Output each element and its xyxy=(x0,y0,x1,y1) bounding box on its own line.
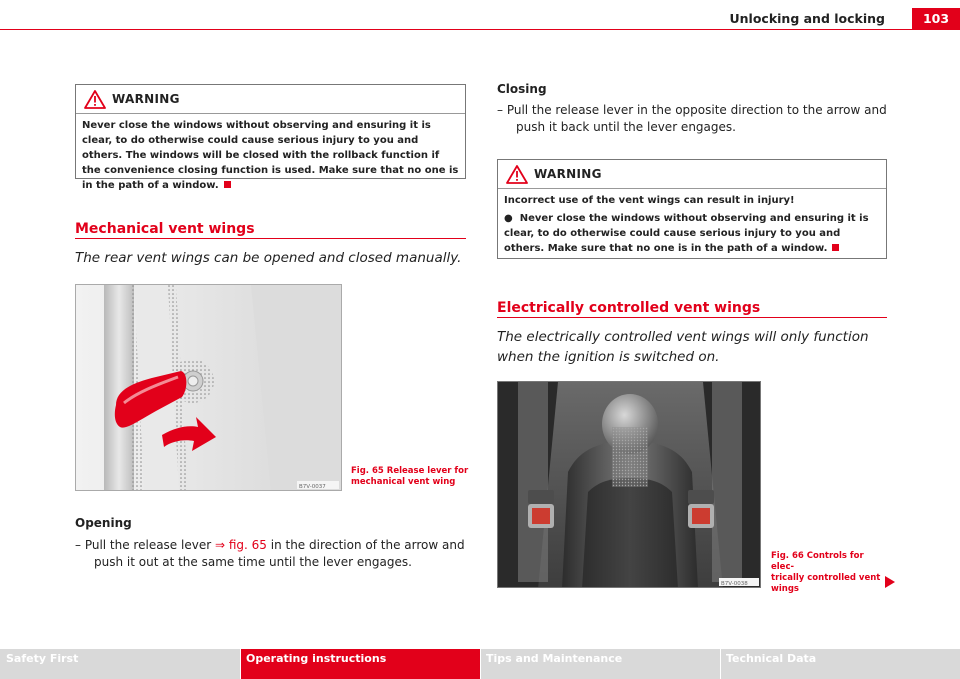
section-intro: The rear vent wings can be opened and closed manually. xyxy=(75,250,462,266)
warning-box-1 xyxy=(75,84,466,191)
section-rule xyxy=(75,238,466,239)
warning-header xyxy=(76,85,465,114)
closing-heading: Closing xyxy=(497,82,547,96)
footer-tab-safety-first[interactable]: Safety First xyxy=(0,649,240,679)
warning-label: WARNING xyxy=(112,92,180,106)
bullet-icon: ● xyxy=(504,213,520,224)
release-lever-illustration xyxy=(76,285,342,491)
figure-code: B7V-0038 xyxy=(721,581,748,587)
chapter-title: Unlocking and locking xyxy=(729,11,885,26)
warning-intro: Incorrect use of the vent wings can result in injury! xyxy=(504,195,795,206)
section-title-electrical: Electrically controlled vent wings xyxy=(497,300,761,316)
section-title-mechanical: Mechanical vent wings xyxy=(75,221,255,237)
figure-vent-controls xyxy=(497,381,761,588)
page-number: 103 xyxy=(912,8,960,30)
warning-box-2 xyxy=(497,159,887,259)
center-console-illustration xyxy=(498,382,761,588)
warning-triangle-icon xyxy=(84,90,106,109)
footer-separator xyxy=(480,649,481,679)
opening-heading: Opening xyxy=(75,516,132,530)
warning-header xyxy=(498,160,886,189)
figure-caption-66: Fig. 66 Controls for elec- trically controlled vent wings xyxy=(771,551,881,594)
warning-label: WARNING xyxy=(534,167,602,181)
end-mark-icon xyxy=(224,181,231,188)
section-intro: The electrically controlled vent wings will only function when the ignition is switched on. xyxy=(497,329,869,365)
footer-tab-tips-maintenance[interactable]: Tips and Maintenance xyxy=(480,649,720,679)
footer-separator xyxy=(720,649,721,679)
section-rule xyxy=(497,317,887,318)
figure-link[interactable]: ⇒ fig. 65 xyxy=(214,538,267,552)
next-page-arrow-icon[interactable] xyxy=(884,575,896,589)
warning-triangle-icon xyxy=(506,165,528,184)
header-rule xyxy=(0,29,960,30)
figure-caption-65: Fig. 65 Release lever for mechanical vent wing xyxy=(351,466,469,487)
warning-text: Never close the windows without observing and ensuring it is clear, to do otherwise could cause serious injury to you and others. The windows will be closed with the rollback function if the convenience closing function is used. Make sure that no one is in the path of a window. xyxy=(82,120,459,191)
figure-code: B7V-0037 xyxy=(299,484,326,490)
footer-tab-technical-data[interactable]: Technical Data xyxy=(720,649,960,679)
opening-step: – Pull the release lever ⇒ fig. 65 in the direction of the arrow and push it out at the same time until the lever engages. xyxy=(75,538,465,569)
figure-release-lever xyxy=(75,284,342,491)
end-mark-icon xyxy=(832,244,839,251)
warning-bullet: ● Never close the windows without observing and ensuring it is clear, to do otherwise could cause serious injury to you and others. Make sure that no one is in the path of a window. xyxy=(504,213,869,254)
closing-step: – Pull the release lever in the opposite direction to the arrow and push it back until the lever engages. xyxy=(497,103,887,134)
footer-separator xyxy=(240,649,241,679)
footer-tab-operating-instructions[interactable]: Operating instructions xyxy=(240,649,480,679)
